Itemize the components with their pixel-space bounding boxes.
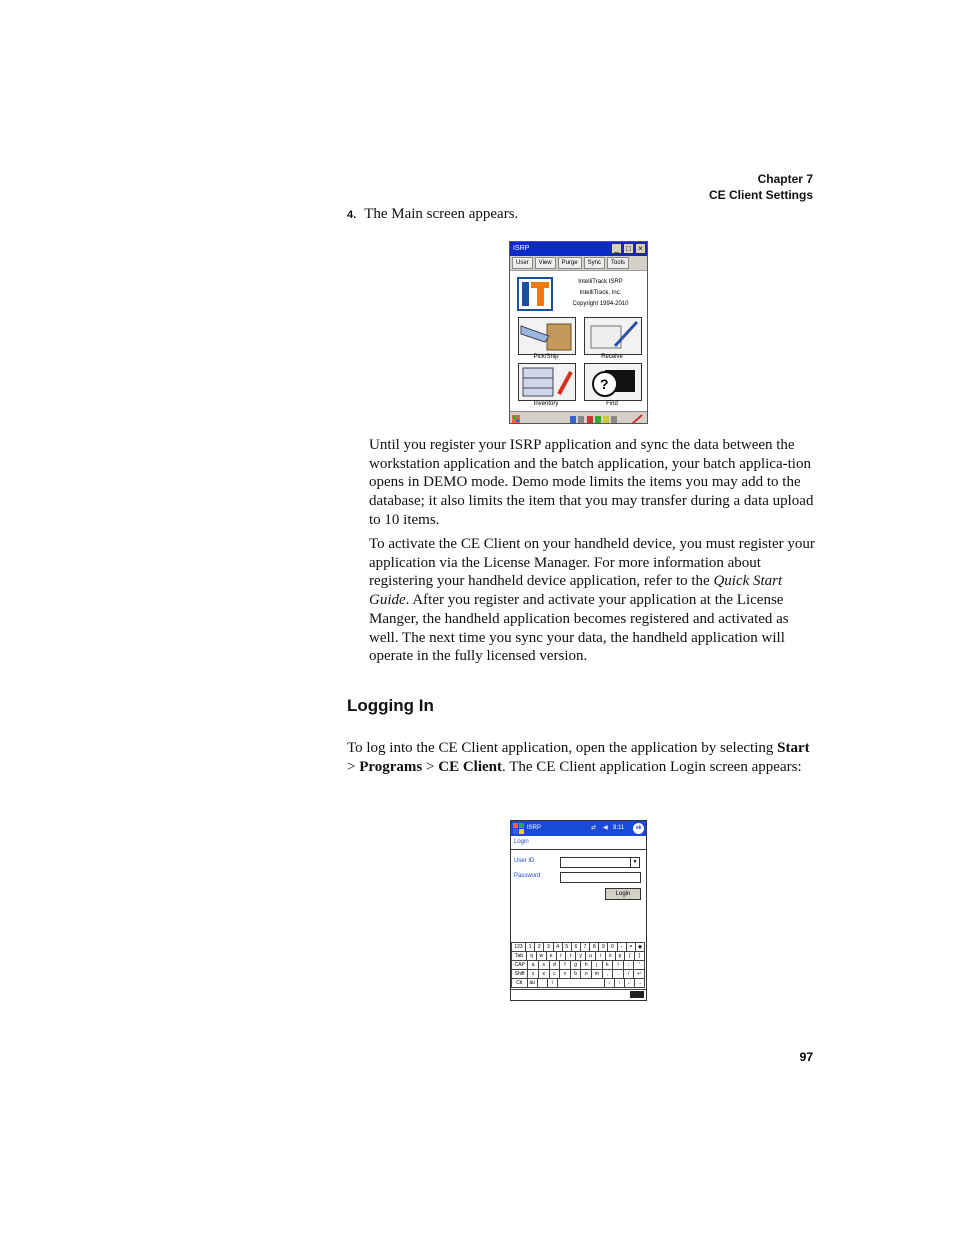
keyboard-key[interactable]: ↑: [614, 978, 625, 988]
keyboard-key[interactable]: x: [538, 969, 550, 979]
keyboard-key[interactable]: r: [556, 951, 567, 961]
main-menu-bar: [510, 256, 647, 271]
receive-image: [584, 317, 642, 355]
keyboard-key[interactable]: 123: [511, 942, 526, 952]
sep-1: >: [347, 758, 360, 775]
keyboard-key[interactable]: 0: [607, 942, 617, 952]
receive-label: Receive: [601, 354, 623, 360]
keyboard-key[interactable]: 5: [562, 942, 572, 952]
intellitrack-logo: [517, 277, 553, 311]
user-id-label: User ID: [514, 858, 535, 864]
keyboard-key[interactable]: 9: [598, 942, 608, 952]
login-button[interactable]: Login: [605, 888, 641, 900]
login-title: ISRP: [527, 825, 542, 831]
find-image: [584, 363, 642, 401]
keyboard-row: [512, 951, 645, 960]
keyboard-key[interactable]: m: [591, 969, 603, 979]
find-label: Find: [606, 401, 618, 407]
keyboard-key[interactable]: 2: [534, 942, 544, 952]
keyboard-icon[interactable]: [630, 991, 644, 998]
activation-text-b: . After you register and activate your application at the License Manger, the handheld application becomes registered and activated as well. The next time you sync your data, the handheld application will operate in the fully licensed version.: [369, 592, 789, 665]
keyboard-key[interactable]: 1: [525, 942, 535, 952]
menu-sync: Sync: [584, 257, 605, 269]
ce-client-ref: CE Client: [438, 758, 502, 775]
keyboard-key[interactable]: Shift: [511, 969, 528, 979]
keyboard-key[interactable]: w: [536, 951, 547, 961]
activation-paragraph: [369, 535, 817, 666]
menu-view: View: [535, 257, 556, 269]
keyboard-key[interactable]: e: [546, 951, 557, 961]
menu-tools: Tools: [607, 257, 629, 269]
keyboard-key[interactable]: k: [602, 960, 614, 970]
quick-start-guide-ref: Quick Start Guide: [369, 573, 783, 609]
keyboard-key[interactable]: g: [570, 960, 582, 970]
password-label: Password: [514, 873, 541, 879]
soft-keyboard: [512, 942, 645, 987]
keyboard-key[interactable]: s: [538, 960, 550, 970]
step-number: 4.: [347, 209, 357, 221]
keyboard-key[interactable]: CAP: [511, 960, 528, 970]
programs-ref: Programs: [359, 758, 423, 775]
keyboard-key[interactable]: u: [585, 951, 596, 961]
keyboard-key[interactable]: \: [547, 978, 558, 988]
keyboard-row: [512, 969, 645, 978]
about-copyright: Copyright 1994-2010: [572, 301, 629, 307]
keyboard-key[interactable]: Ctl: [511, 978, 528, 988]
sep-2: >: [422, 758, 439, 775]
chapter-label: Chapter 7: [757, 172, 813, 186]
close-icon: ×: [635, 243, 646, 254]
keyboard-key[interactable]: ,: [602, 969, 614, 979]
keyboard-key[interactable]: 7: [580, 942, 590, 952]
chevron-down-icon: ▼: [630, 858, 639, 867]
menu-user: User: [512, 257, 533, 269]
about-product: IntelliTrack ISRP: [578, 279, 623, 285]
login-text-a: To log into the CE Client application, open the application by selecting: [347, 740, 778, 756]
keyboard-key[interactable]: áü: [527, 978, 538, 988]
login-title-bar: [511, 821, 646, 836]
keyboard-key[interactable]: ]: [634, 951, 645, 961]
keyboard-key[interactable]: ': [633, 960, 645, 970]
step-text: The Main screen appears.: [364, 206, 519, 222]
keyboard-key[interactable]: .: [612, 969, 624, 979]
keyboard-key[interactable]: -: [617, 942, 627, 952]
demo-mode-paragraph: Until you register your ISRP application and sync the data between the workstation application and the batch application, your batch applica-tion opens in DEMO mode. Demo mode limits the items you may add to the database; it also limits the item that you may transfer during a data upload to 10 items.: [369, 437, 814, 528]
user-id-select[interactable]: [560, 857, 640, 868]
keyboard-key[interactable]: p: [615, 951, 626, 961]
volume-icon: ◀: [603, 825, 608, 831]
inventory-image: [518, 363, 576, 401]
keyboard-key[interactable]: 4: [553, 942, 563, 952]
keyboard-key[interactable]: [557, 978, 605, 988]
ok-button[interactable]: ok: [633, 823, 644, 834]
keyboard-key[interactable]: ;: [623, 960, 635, 970]
login-bottom-bar: [511, 989, 646, 1000]
keyboard-key[interactable]: h: [580, 960, 592, 970]
about-company: IntelliTrack, Inc.: [579, 290, 622, 296]
about-text: [558, 277, 643, 310]
main-title-bar: [510, 242, 647, 256]
keyboard-key[interactable]: o: [605, 951, 616, 961]
keyboard-key[interactable]: ◆: [635, 942, 645, 952]
keyboard-key[interactable]: t: [565, 951, 576, 961]
keyboard-key[interactable]: 3: [543, 942, 553, 952]
keyboard-key[interactable]: q: [526, 951, 537, 961]
pick-ship-label: Pick/Ship: [533, 354, 559, 360]
keyboard-key[interactable]: c: [549, 969, 561, 979]
pick-ship-image: [518, 317, 576, 355]
keyboard-key[interactable]: ↵: [633, 969, 645, 979]
keyboard-key[interactable]: a: [527, 960, 539, 970]
login-paragraph: [347, 739, 817, 776]
section-heading: Logging In: [347, 696, 434, 715]
login-screen-screenshot: [510, 820, 647, 1001]
keyboard-key[interactable]: ↓: [604, 978, 615, 988]
keyboard-key[interactable]: `: [537, 978, 548, 988]
keyboard-key[interactable]: b: [570, 969, 582, 979]
keyboard-key[interactable]: y: [575, 951, 586, 961]
keyboard-key[interactable]: i: [595, 951, 606, 961]
maximize-icon: □: [623, 243, 634, 254]
keyboard-key[interactable]: →: [634, 978, 645, 988]
password-field[interactable]: [560, 872, 641, 883]
keyboard-key[interactable]: n: [580, 969, 592, 979]
keyboard-key[interactable]: 8: [589, 942, 599, 952]
main-title: ISRP: [513, 245, 530, 252]
main-screen-screenshot: [509, 241, 648, 424]
minimize-icon: _: [611, 243, 622, 254]
signal-icon: ⇄: [591, 825, 597, 831]
keyboard-key[interactable]: f: [559, 960, 571, 970]
keyboard-row: [512, 960, 645, 969]
svg-text:?: ?: [600, 376, 609, 392]
keyboard-key[interactable]: /: [623, 969, 635, 979]
page-number: 97: [799, 1050, 813, 1064]
windows-flag-icon: [513, 823, 524, 834]
keyboard-key[interactable]: 6: [571, 942, 581, 952]
keyboard-row: [512, 978, 645, 987]
keyboard-key[interactable]: Tab: [511, 951, 527, 961]
login-text-b: . The CE Client application Login screen appears:: [501, 758, 802, 775]
activation-text-a: To activate the CE Client on your handheld device, you must register your application via the License Manager. For more information about registering your handheld device application, refer to the: [369, 536, 815, 590]
step-4: [347, 206, 518, 223]
keyboard-key[interactable]: =: [626, 942, 636, 952]
section-label: CE Client Settings: [708, 188, 813, 202]
keyboard-key[interactable]: d: [549, 960, 561, 970]
keyboard-row: [512, 942, 645, 951]
keyboard-key[interactable]: [: [624, 951, 635, 961]
main-taskbar: [510, 411, 647, 423]
keyboard-key[interactable]: l: [612, 960, 624, 970]
menu-purge: Purge: [558, 257, 582, 269]
keyboard-key[interactable]: v: [559, 969, 571, 979]
clock: 9:11: [613, 825, 625, 831]
start-ref: Start: [777, 740, 810, 756]
keyboard-key[interactable]: j: [591, 960, 603, 970]
keyboard-key[interactable]: z: [527, 969, 539, 979]
inventory-label: Inventory: [533, 401, 559, 407]
login-heading: Login: [511, 836, 646, 850]
keyboard-key[interactable]: ←: [624, 978, 635, 988]
